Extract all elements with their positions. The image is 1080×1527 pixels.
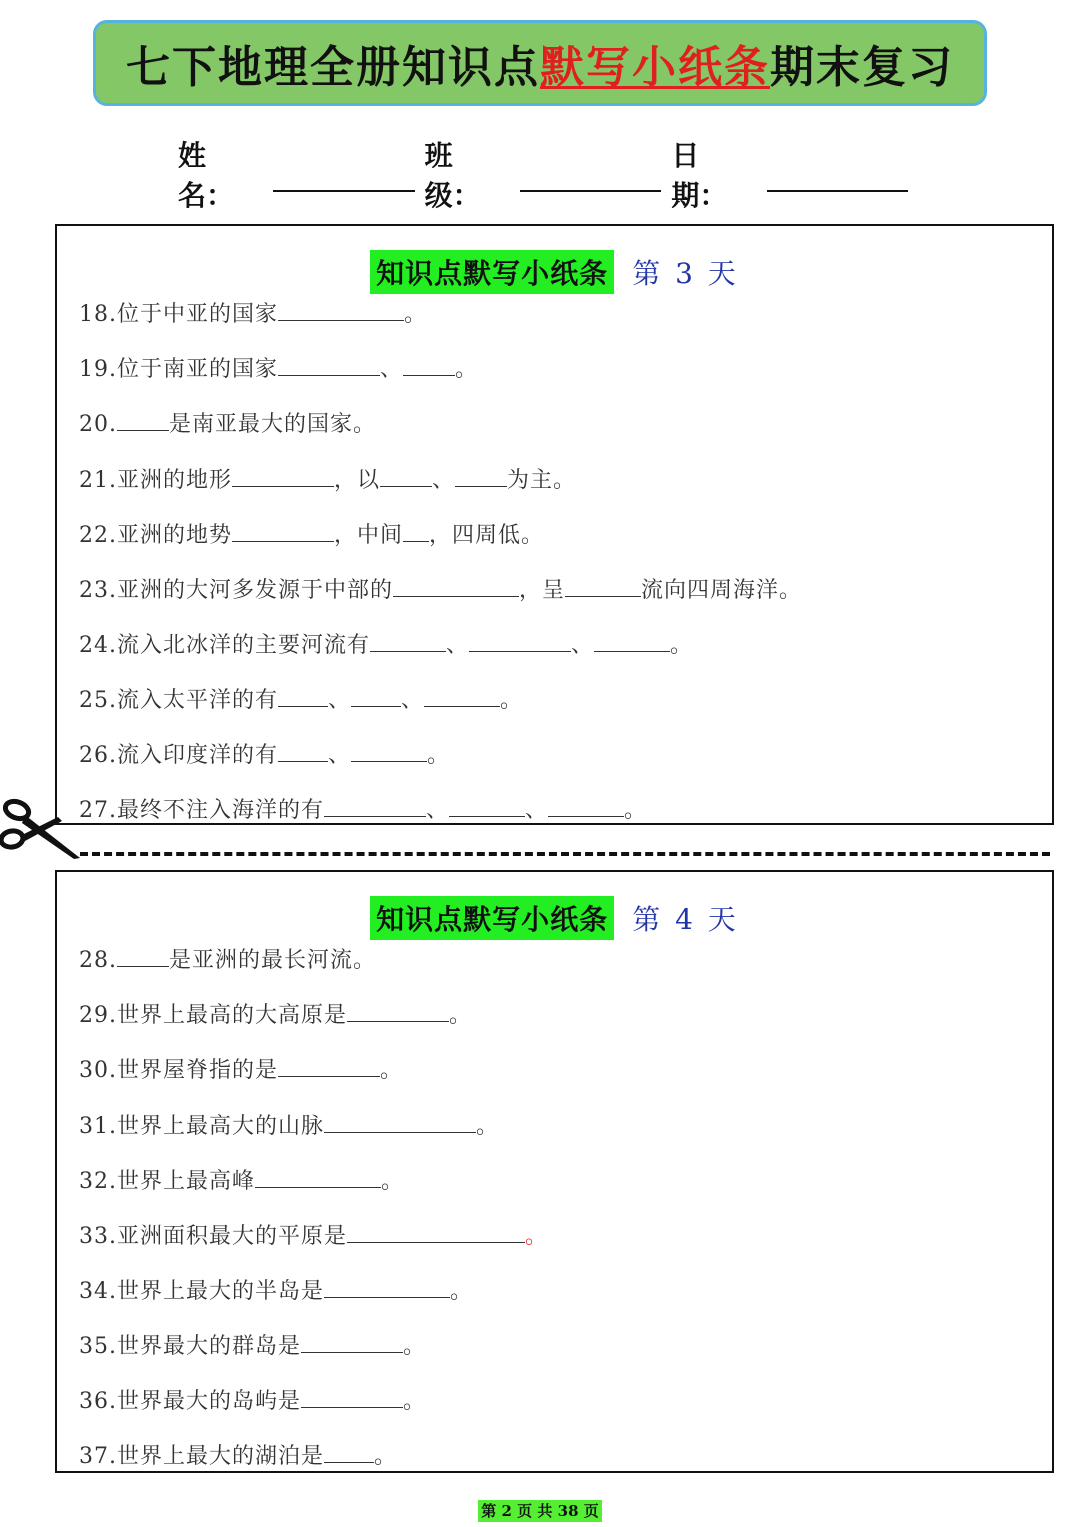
answer-blank[interactable] (449, 794, 525, 817)
card-day-label: 第 4 天 (632, 903, 739, 936)
page-indicator: 第 2 页 共 38 页 (478, 1500, 602, 1522)
date-label: 日期： (671, 139, 728, 212)
student-info-row (178, 139, 918, 212)
cut-line (80, 852, 1050, 856)
answer-blank[interactable] (324, 1110, 476, 1133)
answer-blank[interactable] (455, 464, 507, 487)
answer-blank[interactable] (278, 684, 328, 707)
answer-blank[interactable] (594, 629, 670, 652)
question-25: 25.流入太平洋的有 、 、 。 (79, 684, 523, 716)
answer-blank[interactable] (424, 684, 500, 707)
answer-blank[interactable] (370, 629, 446, 652)
answer-blank[interactable] (324, 794, 426, 817)
date-blank[interactable] (767, 156, 908, 192)
card-title: 知识点默写小纸条 (370, 896, 614, 940)
name-blank[interactable] (273, 156, 414, 192)
question-31: 31.世界上最高大的山脉 。 (79, 1110, 499, 1142)
question-29: 29.世界上最高的大高原是 。 (79, 999, 472, 1031)
card-header (57, 248, 1052, 296)
question-34: 34.世界上最大的半岛是 。 (79, 1275, 473, 1307)
question-35: 35.世界最大的群岛是 。 (79, 1330, 426, 1362)
question-23: 23.亚洲的大河多发源于中部的 ，呈 流向四周海洋。 (79, 574, 802, 606)
answer-blank[interactable] (347, 999, 449, 1022)
answer-blank[interactable] (324, 1440, 374, 1463)
card-title: 知识点默写小纸条 (370, 250, 614, 294)
question-27: 27.最终不注入海洋的有 、 、 。 (79, 794, 647, 826)
question-20: 20. 是南亚最大的国家。 (79, 408, 376, 440)
answer-blank[interactable] (232, 519, 334, 542)
answer-blank[interactable] (548, 794, 624, 817)
question-18: 18.位于中亚的国家 。 (79, 298, 427, 330)
answer-blank[interactable] (278, 298, 404, 321)
answer-blank[interactable] (117, 944, 169, 967)
class-blank[interactable] (520, 156, 661, 192)
question-32: 32.世界上最高峰 。 (79, 1165, 404, 1197)
answer-blank[interactable] (351, 684, 401, 707)
answer-blank[interactable] (278, 739, 328, 762)
question-36: 36.世界最大的岛屿是 。 (79, 1385, 426, 1417)
answer-blank[interactable] (278, 1054, 380, 1077)
name-label: 姓名： (178, 139, 235, 212)
answer-blank[interactable] (403, 519, 429, 542)
answer-blank[interactable] (351, 739, 427, 762)
card-header (57, 894, 1052, 942)
answer-blank[interactable] (232, 464, 334, 487)
card-day-label: 第 3 天 (632, 257, 739, 290)
answer-blank[interactable] (301, 1385, 403, 1408)
answer-blank[interactable] (278, 353, 380, 376)
answer-blank[interactable] (380, 464, 432, 487)
question-26: 26.流入印度洋的有 、 。 (79, 739, 450, 771)
answer-blank[interactable] (347, 1220, 525, 1243)
answer-blank[interactable] (403, 353, 455, 376)
answer-blank[interactable] (393, 574, 519, 597)
answer-blank[interactable] (301, 1330, 403, 1353)
answer-blank[interactable] (117, 408, 169, 431)
answer-blank[interactable] (324, 1275, 450, 1298)
question-24: 24.流入北冰洋的主要河流有 、 、 。 (79, 629, 693, 661)
question-21: 21.亚洲的地形 ，以 、 为主。 (79, 464, 576, 496)
page-title-banner (93, 20, 987, 106)
question-22: 22.亚洲的地势 ，中间 ，四周低。 (79, 519, 544, 551)
title-highlight: 默写小纸条 (540, 42, 770, 93)
page-footer (0, 1500, 1080, 1522)
title-part2: 期末复习 (770, 42, 954, 93)
question-33: 33.亚洲面积最大的平原是 。 (79, 1220, 548, 1252)
answer-blank[interactable] (565, 574, 641, 597)
card-day-4 (55, 870, 1054, 1473)
card-day-3 (55, 224, 1054, 825)
question-19: 19.位于南亚的国家 、 。 (79, 353, 478, 385)
answer-blank[interactable] (255, 1165, 381, 1188)
scissors-icon (0, 795, 84, 861)
question-28: 28. 是亚洲的最长河流。 (79, 944, 376, 976)
answer-blank[interactable] (469, 629, 571, 652)
question-30: 30.世界屋脊指的是 。 (79, 1054, 403, 1086)
title-part1: 七下地理全册知识点 (126, 42, 540, 93)
class-label: 班级： (424, 139, 481, 212)
question-37: 37.世界上最大的湖泊是 。 (79, 1440, 397, 1472)
